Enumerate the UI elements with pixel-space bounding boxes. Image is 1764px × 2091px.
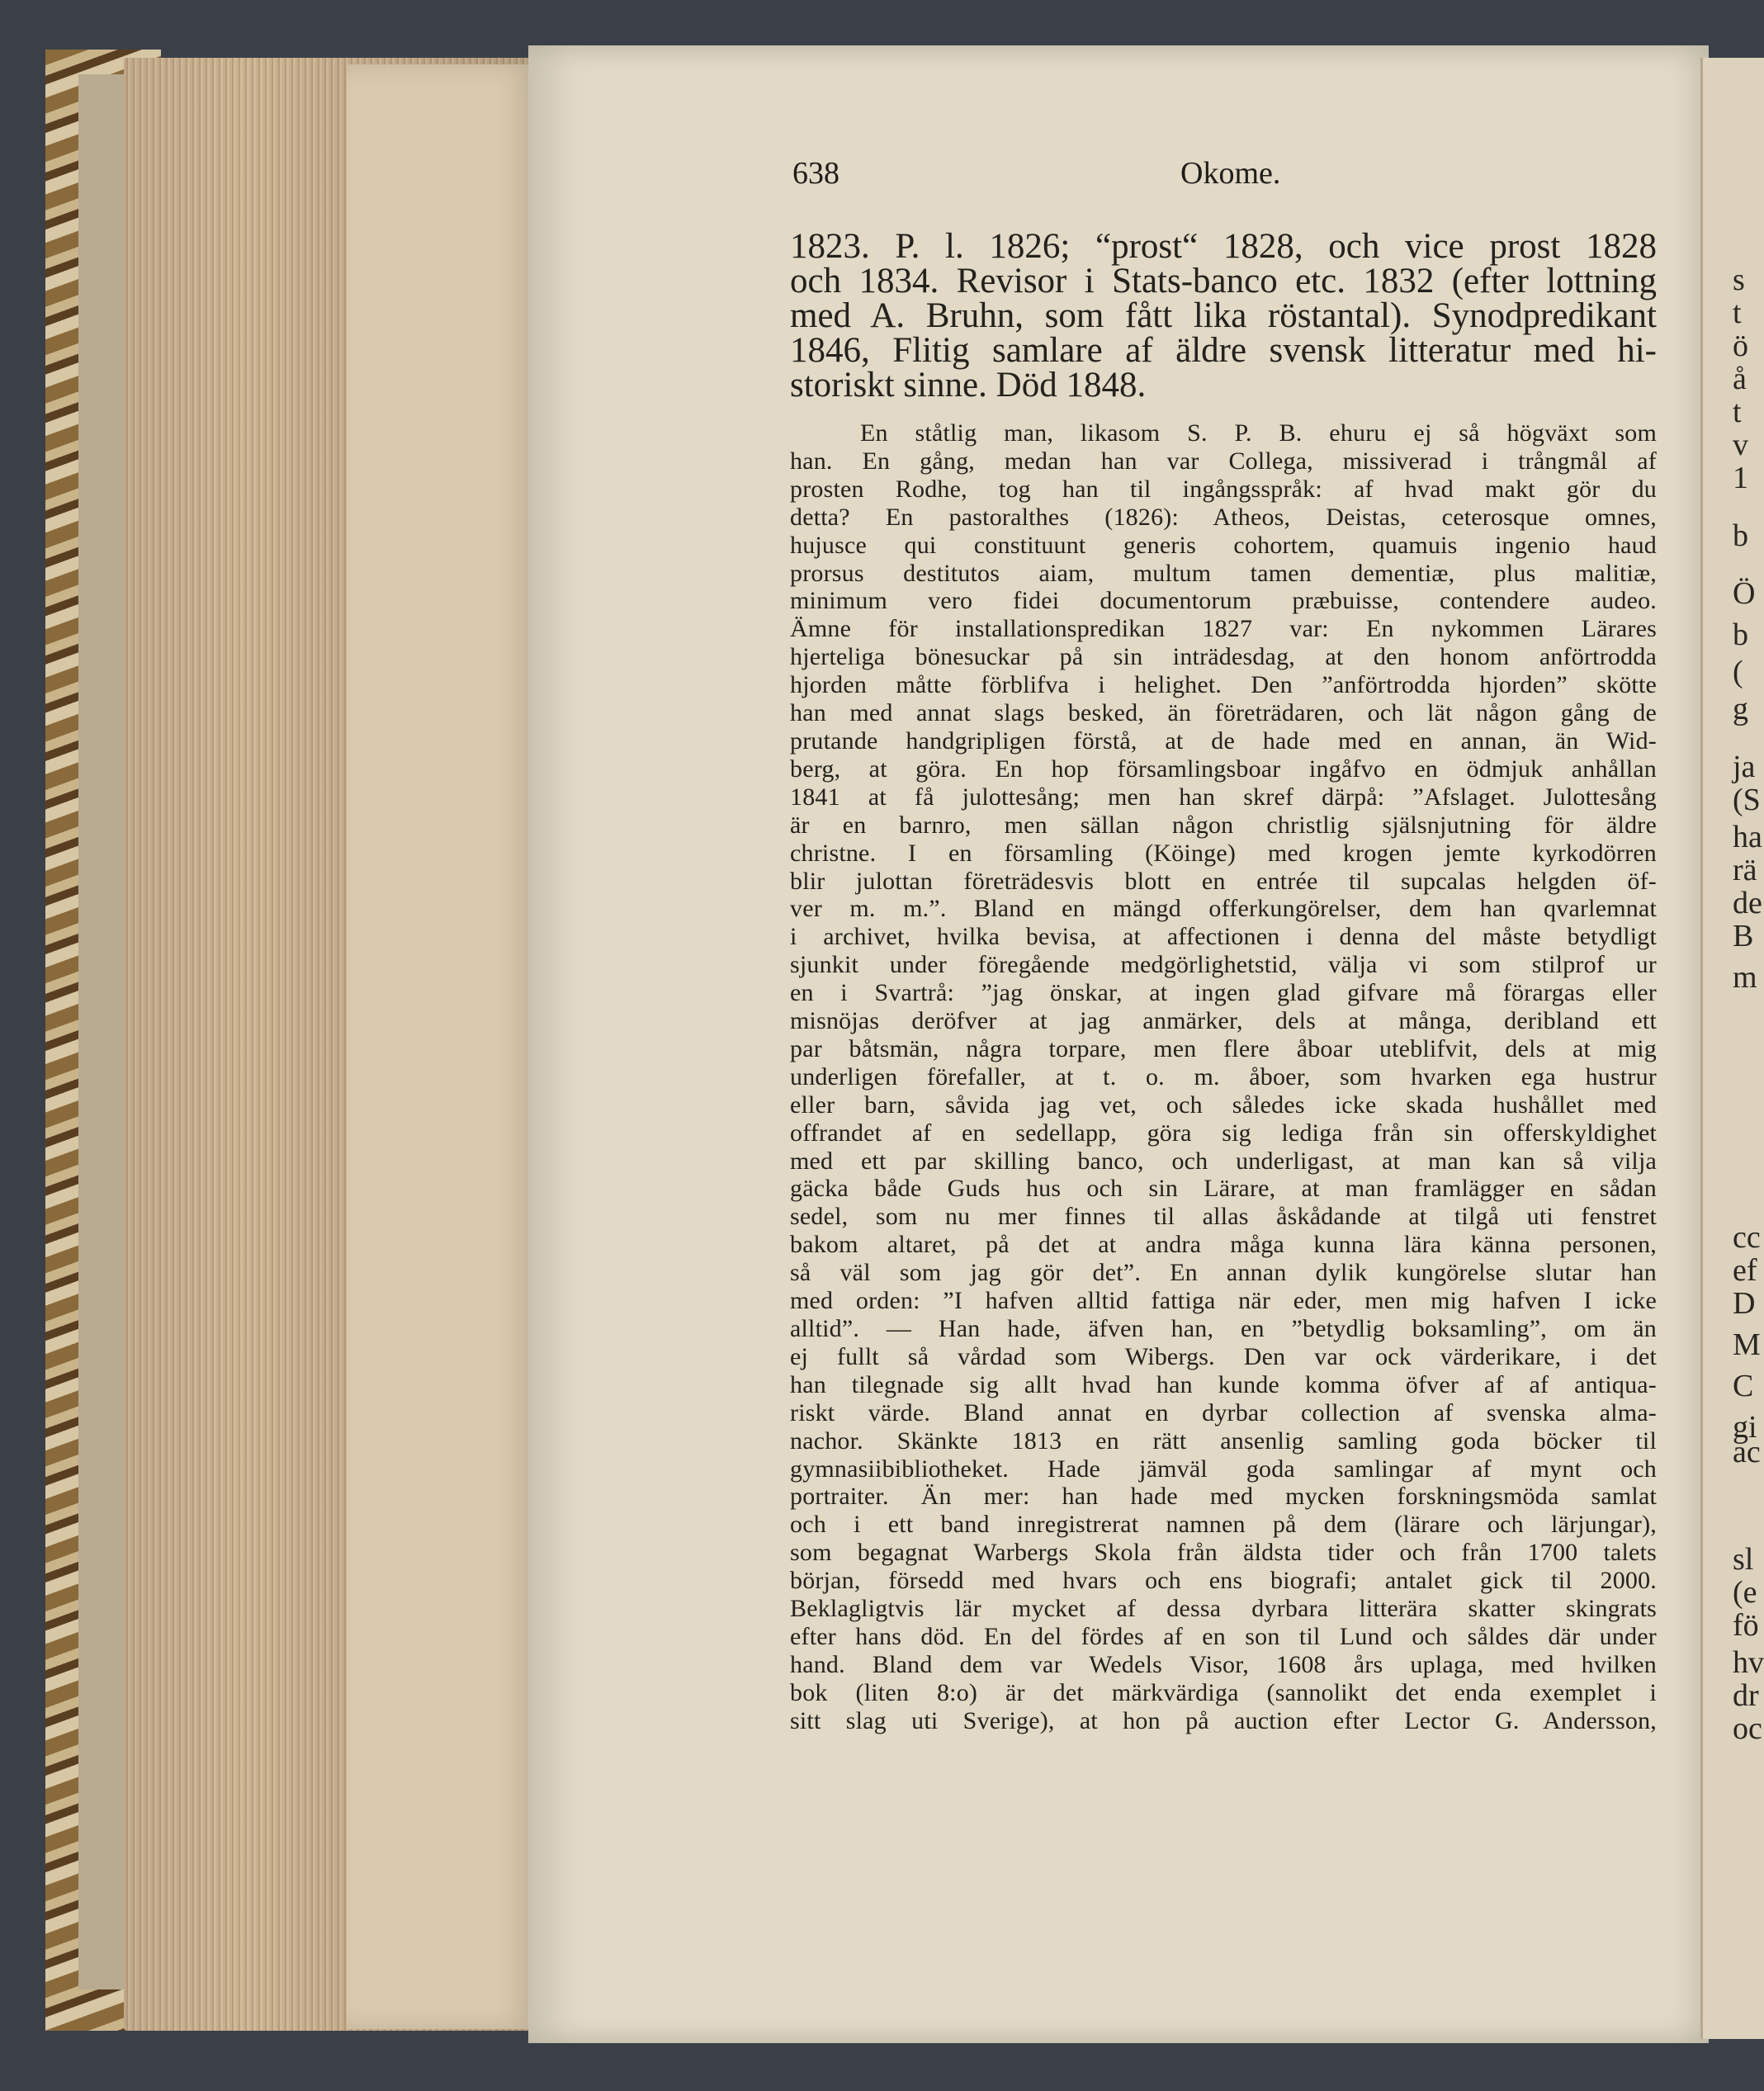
anecdote-line: sjunkit under föregående medgörlighetstid, välja vi som stilprof ur — [790, 951, 1657, 979]
right-page-fragment: D — [1733, 1286, 1756, 1321]
right-page-fragment: ac — [1733, 1435, 1761, 1469]
right-page-fragment: oc — [1733, 1711, 1762, 1746]
right-page-fragment: ja — [1733, 750, 1756, 784]
right-page-edge — [1700, 58, 1764, 2039]
main-line: 1823. P. l. 1826; “prost“ 1828, och vice prost 1828 — [790, 227, 1657, 266]
main-paragraph — [790, 229, 1657, 403]
anecdote-line: han med annat slags besked, än företrädaren, och lät någon gång de — [790, 699, 1657, 727]
anecdote-line: bok (liten 8:o) är det märkvärdiga (sannolikt det enda exemplet i — [790, 1678, 1657, 1706]
right-page-fragment: sl — [1733, 1542, 1754, 1577]
right-page-fragment: t — [1733, 296, 1742, 330]
anecdote-line: sedel, som nu mer finnes til allas åskådande at tilgå uti fenstret — [790, 1203, 1657, 1231]
anecdote-line: är en barnro, men sällan någon christlig själsnjutning för äldre — [790, 811, 1657, 839]
anecdote-line: detta? En pastoralthes (1826): Atheos, Deistas, ceterosque omnes, — [790, 503, 1657, 531]
anecdote-line: gäcka både Guds hus och sin Lärare, at man framlägger en sådan — [790, 1175, 1657, 1203]
anecdote-line: och i ett band inregistrerat namnen på dem (lärare och lärjungar), — [790, 1511, 1657, 1539]
anecdote-line: han. En gång, medan han var Collega, missiverad i trångmål af — [790, 447, 1657, 475]
anecdote-line: Beklagligtvis lär mycket af dessa dyrbara litterära skatter skingrats — [790, 1595, 1657, 1623]
anecdote-line: ver m. m.”. Bland en mängd offerkungörelser, dem han qvarlemnat — [790, 895, 1657, 923]
anecdote-line: christne. I en församling (Köinge) med krogen jemte kyrkodörren — [790, 839, 1657, 867]
anecdote-line: nachor. Skänkte 1813 en rätt ansenlig samling goda böcker til — [790, 1426, 1657, 1455]
main-line: storiskt sinne. Död 1848. — [790, 366, 1147, 404]
anecdote-line: sitt slag uti Sverige), at hon på auction efter Lector G. Andersson, — [790, 1706, 1657, 1734]
anecdote-line: riskt värde. Bland annat en dyrbar collection af svenska alma- — [790, 1398, 1657, 1426]
anecdote-line: berg, at göra. En hop församlingsboar ingåfvo en ödmjuk anhållan — [790, 755, 1657, 783]
right-page-fragment: å — [1733, 362, 1747, 396]
right-page-fragment: ö — [1733, 329, 1748, 363]
right-page-fragment: ( — [1733, 655, 1743, 689]
right-page-fragment: M — [1733, 1327, 1761, 1362]
anecdote-line: blir julottan företrädesvis blott en entrée til supcalas helgden öf- — [790, 867, 1657, 895]
right-page-fragment: rä — [1733, 853, 1757, 887]
anecdote-line: hjorden måtte förblifva i helighet. Den ”anförtrodda hjorden” skötte — [790, 671, 1657, 699]
right-page-fragment: dr — [1733, 1678, 1759, 1713]
anecdote-line: Ämne för installationspredikan 1827 var: En nykommen Lärares — [790, 615, 1657, 643]
anecdote-line: hand. Bland dem var Wedels Visor, 1608 års uplaga, med hvilken — [790, 1650, 1657, 1678]
anecdote-line: misnöjas deröfver at jag anmärker, dels at många, deribland ett — [790, 1007, 1657, 1035]
right-page-fragment: s — [1733, 263, 1745, 297]
anecdote-line: början, försedd med hvars och ens biografi; antalet gick til 2000. — [790, 1567, 1657, 1595]
right-page-fragment: (S — [1733, 783, 1761, 817]
anecdote-line: par båtsmän, några torpare, men flere åboar uteblifvit, dels at mig — [790, 1034, 1657, 1062]
right-page-fragment: B — [1733, 919, 1754, 953]
anecdote-line: i archivet, hvilka bevisa, at affectionen i denna del måste betydligt — [790, 923, 1657, 951]
right-page-fragment: ha — [1733, 820, 1762, 854]
anecdote-line: hjerteliga bönesuckar på sin inträdesdag, at den honom anförtrodda — [790, 643, 1657, 671]
right-page-fragment: b — [1733, 617, 1748, 652]
main-line: och 1834. Revisor i Stats-banco etc. 1832 (efter lottning — [790, 262, 1657, 300]
right-page-fragment: C — [1733, 1369, 1754, 1403]
anecdote-line: efter hans död. En del fördes af en son til Lund och såldes där under — [790, 1622, 1657, 1650]
anecdote-line: ej fullt så vårdad som Wibergs. Den var ock värderikare, i det — [790, 1342, 1657, 1370]
right-page-fragment: de — [1733, 886, 1762, 920]
right-page-fragment: v — [1733, 428, 1748, 462]
right-page-fragment: cc — [1733, 1220, 1761, 1255]
right-page-fragment: Ö — [1733, 576, 1756, 611]
anecdote-line: underligen förefaller, at t. o. m. åboer, som hvarken ega hustrur — [790, 1062, 1657, 1090]
main-line: 1846, Flitig samlare af äldre svensk litteratur med hi- — [790, 331, 1657, 370]
anecdote-line: som begagnat Warbergs Skola från äldsta tider och från 1700 talets — [790, 1539, 1657, 1567]
right-page-fragment: g — [1733, 692, 1748, 726]
anecdote-line: minimum vero fidei documentorum præbuisse, contendere audeo. — [790, 587, 1657, 615]
anecdote-line: hujusce qui constituunt generis cohortem, quamuis ingenio haud — [790, 531, 1657, 559]
anecdote-line: prosten Rodhe, tog han til ingångsspråk: af hvad makt gör du — [790, 475, 1657, 503]
anecdote-line: prutande handgripligen förstå, at de hade med en annan, än Wid- — [790, 726, 1657, 755]
right-page-fragment: m — [1733, 960, 1757, 995]
running-title: Okome. — [1180, 156, 1281, 191]
anecdote-line: han tilegnade sig allt hvad han kunde komma öfver af af antiqua- — [790, 1370, 1657, 1398]
text-block — [790, 229, 1657, 1735]
anecdote-line: så väl som jag gör det”. En annan dylik kungörelse slutar han — [790, 1259, 1657, 1287]
right-page-fragment: fö — [1733, 1608, 1759, 1643]
right-page-fragment: hv — [1733, 1645, 1764, 1680]
anecdote-line: med ett par skilling banco, och underligast, at man kan så vilja — [790, 1147, 1657, 1175]
anecdote-line: alltid”. — Han hade, äfven han, en ”betydlig boksamling”, om än — [790, 1315, 1657, 1342]
left-leaf — [347, 64, 537, 2029]
anecdote-line: bakom altaret, på det at andra måga kunna lära känna personen, — [790, 1231, 1657, 1259]
anecdote-line: offrandet af en sedellapp, göra sig lediga från sin offerskyldighet — [790, 1119, 1657, 1147]
anecdote-paragraph — [790, 419, 1657, 1735]
anecdote-line: eller barn, såvida jag vet, och således icke skada hushållet med — [790, 1090, 1657, 1119]
anecdote-line: en i Svartrå: ”jag önskar, at ingen glad gifvare må förargas eller — [790, 979, 1657, 1007]
anecdote-line: En ståtlig man, likasom S. P. B. ehuru ej så högväxt som — [860, 419, 1657, 447]
anecdote-line: prorsus destitutos aiam, multum tamen dementiæ, plus malitiæ, — [790, 559, 1657, 587]
right-page-fragment: 1 — [1733, 461, 1748, 495]
main-line: med A. Bruhn, som fått lika röstantal). Synodpredikant — [790, 296, 1657, 335]
anecdote-line: gymnasiibibliotheket. Hade jämväl goda samlingar af mynt och — [790, 1455, 1657, 1483]
anecdote-line: 1841 at få julottesång; men han skref därpå: ”Afslaget. Julottesång — [790, 783, 1657, 811]
page-number: 638 — [792, 156, 839, 191]
anecdote-line: portraiter. Än mer: han hade med mycken forskningsmöda samlat — [790, 1483, 1657, 1511]
right-page-fragment: t — [1733, 395, 1742, 429]
right-page-fragment: ef — [1733, 1253, 1757, 1288]
anecdote-line: med orden: ”I hafven alltid fattiga när eder, men mig hafven I icke — [790, 1287, 1657, 1315]
right-page-fragment: b — [1733, 518, 1748, 553]
right-page-fragment: (e — [1733, 1575, 1757, 1610]
right-page-fragment: gi — [1733, 1410, 1757, 1445]
